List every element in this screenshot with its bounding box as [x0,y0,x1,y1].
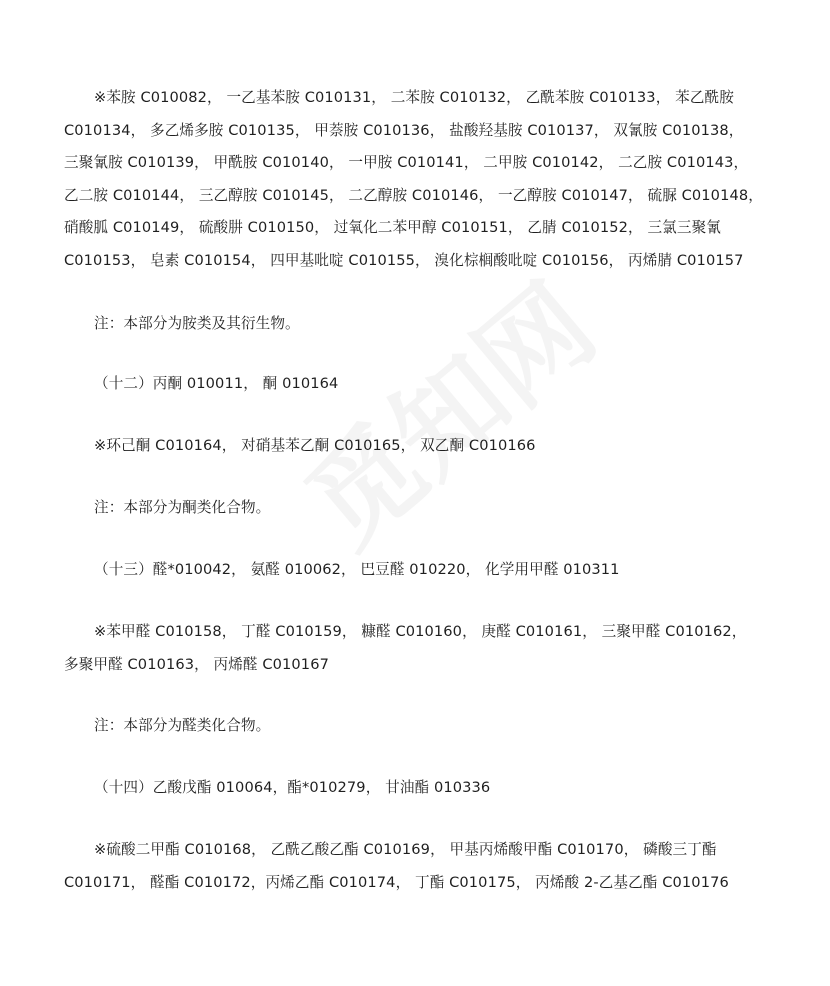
heading-section-13: （十三）醛*010042， 氨醛 010062， 巴豆醛 010220， 化学用甲醛 010311 [94,561,620,578]
paragraph-line: 硝酸胍 C010149， 硫酸肼 C010150， 过氧化二苯甲醇 C010151， 乙腈 C010152， 三氯三聚氰 [64,219,721,236]
note-aldehydes: 注：本部分为醛类化合物。 [94,717,271,734]
paragraph-line: 多聚甲醛 C010163， 丙烯醛 C010167 [64,655,329,673]
paragraph-line: 三聚氰胺 C010139， 甲酰胺 C010140， 一甲胺 C010141， 二甲胺 C010142， 二乙胺 C010143， [64,154,749,171]
heading-section-12: （十二）丙酮 010011， 酮 010164 [94,375,339,392]
paragraph-esters [64,834,774,899]
watermark [268,242,622,575]
paragraph-line: ※苯胺 C010082， 一乙基苯胺 C010131， 二苯胺 C010132， 乙酰苯胺 C010133， 苯乙酰胺 [94,89,734,106]
paragraph-line: C010171， 醛酯 C010172，丙烯乙酯 C010174， 丁酯 C010175， 丙烯酸 2-乙基乙酯 C010176 [64,873,729,891]
paragraph-amines [64,82,774,277]
note-ketones: 注：本部分为酮类化合物。 [94,499,271,516]
paragraph-line: ※苯甲醛 C010158， 丁醛 C010159， 糠醛 C010160， 庚醛 C010161， 三聚甲醛 C010162， [94,623,747,640]
paragraph-line: C010153， 皂素 C010154， 四甲基吡啶 C010155， 溴化棕榈酸吡啶 C010156， 丙烯腈 C010157 [64,251,744,269]
paragraph-line: ※硫酸二甲酯 C010168， 乙酰乙酸乙酯 C010169， 甲基丙烯酸甲酯 C010170， 磷酸三丁酯 [94,841,717,858]
note-amines: 注：本部分为胺类及其衍生物。 [94,315,300,332]
heading-section-14: （十四）乙酸戊酯 010064，酯*010279， 甘油酯 010336 [94,779,491,796]
paragraph-ketones: ※环己酮 C010164， 对硝基苯乙酮 C010165， 双乙酮 C010166 [94,437,536,454]
paragraph-line: 乙二胺 C010144， 三乙醇胺 C010145， 二乙醇胺 C010146， 一乙醇胺 C010147， 硫脲 C010148， [64,186,763,204]
paragraph-line: C010134， 多乙烯多胺 C010135， 甲萘胺 C010136， 盐酸羟基胺 C010137， 双氰胺 C010138， [64,121,744,139]
paragraph-aldehydes [64,616,774,681]
